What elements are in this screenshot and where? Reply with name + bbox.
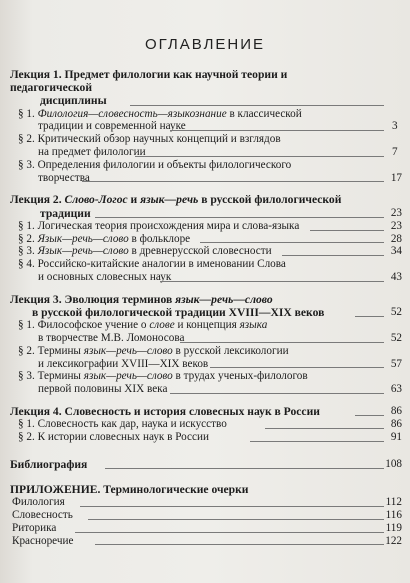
table-of-contents [10,68,402,547]
page-title: ОГЛАВЛЕНИЕ [144,36,266,53]
page-number: 116 [385,508,402,521]
page-number: 52 [390,331,402,344]
appendix-item-slovesnost: Словесность 116 [12,508,402,521]
lecture-3-section-3: § 3. Термины язык—речь—слово в трудах ученых-филологов первой половины XIX века 63 [18,370,402,396]
lecture-4-section-1: § 1. Словесность как дар, наука и искусство 86 [18,418,402,431]
lecture-3-heading: Лекция 3. Эволюция терминов язык—речь—слово в русской филологической традиции XVIII—XIX веков 52 [10,292,402,319]
page-number: 34 [390,245,402,258]
page-number: 23 [390,219,402,232]
page-number: 28 [390,232,402,245]
appendix-item-eloquence: Красноречие 122 [12,534,402,547]
lecture-3-section-1: § 1. Философское учение о слове и концепция языка в творчестве М.В. Ломоносова 52 [18,319,402,344]
page-number: 23 [390,206,402,219]
lecture-2-section-3: § 3. Язык—речь—слово в древнерусской словесности 34 [18,245,402,258]
page-number: 57 [390,357,402,370]
lecture-2-heading: Лекция 2. Слово-Логос и язык—речь в русской филологической традиции 23 [10,193,402,220]
page-number: 63 [390,383,402,396]
lecture-2-section-2: § 2. Язык—речь—слово в фольклоре 28 [18,232,402,245]
lecture-1-section-2: § 2. Критический обзор научных концепций и взглядов на предмет филологии 7 [18,133,398,158]
appendix-item-philology: Филология 112 [12,496,402,509]
lecture-4-heading: Лекция 4. Словесность и история словесных наук в России 86 [10,404,402,418]
lecture-2-section-4: § 4. Российско-китайские аналогии в именовании Слова и основных словесных наук 43 [18,258,402,283]
page-number: 17 [390,171,402,184]
page-number: 119 [385,521,402,534]
lecture-3-section-2: § 2. Термины язык—речь—слово в русской лексикологии и лексикографии XVIII—XIX веков 57 [18,344,402,370]
appendix-item-rhetoric: Риторика 119 [12,521,402,534]
page-number: 91 [390,430,402,443]
lecture-2-section-1: § 1. Логическая теория происхождения мира и слова-языка 23 [18,219,402,232]
appendix-heading: ПРИЛОЖЕНИЕ. Терминологические очерки [10,482,249,496]
lecture-1-section-1: § 1. Филология—словесность—языкознание в классической традиции и современной науке 3 [18,107,398,133]
page-number: 108 [385,457,402,470]
lecture-4-section-2: § 2. К истории словесных наук в России 91 [18,430,402,443]
page-number: 43 [390,270,402,283]
page-number: 86 [390,418,402,431]
page-number: 52 [390,305,402,318]
page-number: 122 [385,534,402,547]
page-number: 112 [385,496,402,509]
lecture-1-heading: Лекция 1. Предмет филологии как научной теории и педагогической дисциплины [10,68,402,108]
lecture-1-section-3: § 3. Определения филологии и объекты филологического творчества 17 [18,158,402,184]
page-number: 86 [390,404,402,417]
bibliography-entry: Библиография 108 [10,457,402,471]
